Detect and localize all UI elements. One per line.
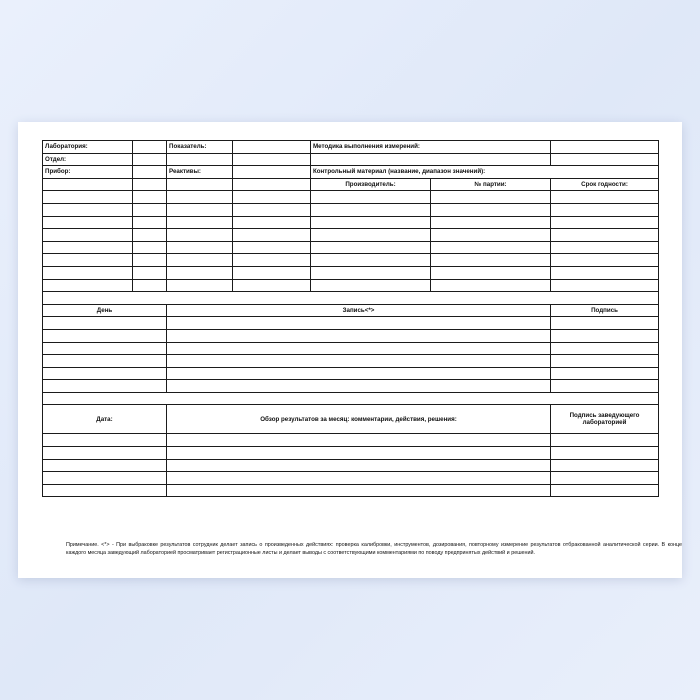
cell-signature[interactable] <box>551 342 659 355</box>
table-row <box>43 355 659 368</box>
cell-blank[interactable] <box>133 241 167 254</box>
table-row <box>43 329 659 342</box>
field-department-2[interactable] <box>167 153 233 166</box>
cell-blank[interactable] <box>311 266 431 279</box>
cell-blank[interactable] <box>43 203 133 216</box>
cell-blank[interactable] <box>431 216 551 229</box>
cell-blank[interactable] <box>43 229 133 242</box>
table-row <box>43 447 659 460</box>
cell-date[interactable] <box>43 459 167 472</box>
table-row <box>43 367 659 380</box>
header-manufacturer: Производитель: <box>311 178 431 191</box>
table-row-department <box>43 153 659 166</box>
table-row <box>43 191 659 204</box>
table-row <box>43 380 659 393</box>
cell-empty-4[interactable] <box>233 178 311 191</box>
cell-blank[interactable] <box>133 229 167 242</box>
cell-blank[interactable] <box>431 203 551 216</box>
cell-blank[interactable] <box>167 191 233 204</box>
cell-blank[interactable] <box>43 266 133 279</box>
table-row-day-headers <box>43 304 659 317</box>
label-reagents: Реактивы: <box>167 166 233 179</box>
cell-record[interactable] <box>167 329 551 342</box>
table-row <box>43 254 659 267</box>
header-record: Запись<*> <box>167 304 551 317</box>
field-department-3[interactable] <box>233 153 311 166</box>
cell-review[interactable] <box>167 472 551 485</box>
cell-blank[interactable] <box>551 266 659 279</box>
cell-blank[interactable] <box>167 203 233 216</box>
table-row <box>43 279 659 292</box>
cell-blank[interactable] <box>311 216 431 229</box>
header-batch-number: № партии: <box>431 178 551 191</box>
table-row <box>43 203 659 216</box>
cell-date[interactable] <box>43 472 167 485</box>
header-expiry-date: Срок годности: <box>551 178 659 191</box>
table-row-control-headers <box>43 178 659 191</box>
header-date: Дата: <box>43 405 167 434</box>
table-row <box>43 216 659 229</box>
cell-blank[interactable] <box>551 216 659 229</box>
cell-signature[interactable] <box>551 367 659 380</box>
cell-blank[interactable] <box>551 203 659 216</box>
cell-blank[interactable] <box>167 254 233 267</box>
cell-head-signature[interactable] <box>551 459 659 472</box>
cell-empty-1[interactable] <box>43 178 133 191</box>
form-table <box>42 140 659 497</box>
field-department-5[interactable] <box>551 153 659 166</box>
field-measurement-method[interactable] <box>551 141 659 154</box>
cell-blank[interactable] <box>311 279 431 292</box>
cell-review[interactable] <box>167 434 551 447</box>
cell-blank[interactable] <box>551 254 659 267</box>
cell-blank[interactable] <box>133 279 167 292</box>
cell-blank[interactable] <box>311 254 431 267</box>
table-row-review-headers <box>43 405 659 434</box>
cell-blank[interactable] <box>167 216 233 229</box>
cell-day[interactable] <box>43 355 167 368</box>
cell-blank[interactable] <box>133 203 167 216</box>
cell-blank[interactable] <box>233 254 311 267</box>
cell-blank[interactable] <box>311 229 431 242</box>
table-row <box>43 342 659 355</box>
cell-empty-3[interactable] <box>167 178 233 191</box>
registration-sheet <box>42 140 682 560</box>
cell-date[interactable] <box>43 447 167 460</box>
document-paper <box>18 122 682 578</box>
cell-blank[interactable] <box>431 191 551 204</box>
spacer-cell <box>43 292 659 305</box>
cell-blank[interactable] <box>431 229 551 242</box>
table-row <box>43 434 659 447</box>
field-department-4[interactable] <box>311 153 551 166</box>
label-measurement-method: Методика выполнения измерений: <box>311 141 551 154</box>
field-reagents[interactable] <box>233 166 311 179</box>
cell-head-signature[interactable] <box>551 434 659 447</box>
label-department: Отдел: <box>43 153 133 166</box>
table-row <box>43 229 659 242</box>
cell-head-signature[interactable] <box>551 484 659 497</box>
cell-blank[interactable] <box>311 241 431 254</box>
cell-day[interactable] <box>43 342 167 355</box>
table-row-device <box>43 166 659 179</box>
cell-review[interactable] <box>167 459 551 472</box>
cell-blank[interactable] <box>311 203 431 216</box>
cell-record[interactable] <box>167 367 551 380</box>
spacer-cell <box>43 392 659 405</box>
cell-signature[interactable] <box>551 380 659 393</box>
cell-blank[interactable] <box>431 279 551 292</box>
cell-blank[interactable] <box>233 279 311 292</box>
cell-date[interactable] <box>43 484 167 497</box>
cell-blank[interactable] <box>133 216 167 229</box>
cell-head-signature[interactable] <box>551 472 659 485</box>
cell-blank[interactable] <box>233 191 311 204</box>
cell-blank[interactable] <box>431 254 551 267</box>
cell-blank[interactable] <box>551 191 659 204</box>
field-laboratory[interactable] <box>133 141 167 154</box>
cell-blank[interactable] <box>167 229 233 242</box>
cell-blank[interactable] <box>233 241 311 254</box>
cell-review[interactable] <box>167 484 551 497</box>
cell-date[interactable] <box>43 434 167 447</box>
cell-blank[interactable] <box>551 241 659 254</box>
cell-blank[interactable] <box>233 266 311 279</box>
cell-blank[interactable] <box>233 216 311 229</box>
header-day: День <box>43 304 167 317</box>
header-signature: Подпись <box>551 304 659 317</box>
table-row <box>43 459 659 472</box>
field-department[interactable] <box>133 153 167 166</box>
cell-blank[interactable] <box>43 254 133 267</box>
cell-day[interactable] <box>43 367 167 380</box>
cell-blank[interactable] <box>431 241 551 254</box>
footnote: Примечание. <*> - При выбраковке результатов сотрудник делает запись о произведенных действиях: проверка калибровки, инструментов, дозирования, повторному измерение результатов отбракованной аналитической серии. В конце каждого месяца заведующий лабораторией просматривает регистрационные листы и делает выводы с соответствующими комментариями по поводу предпринятых действий и решений. <box>66 542 682 557</box>
cell-blank[interactable] <box>43 216 133 229</box>
cell-blank[interactable] <box>167 266 233 279</box>
cell-blank[interactable] <box>311 191 431 204</box>
table-row <box>43 266 659 279</box>
cell-signature[interactable] <box>551 317 659 330</box>
cell-blank[interactable] <box>233 203 311 216</box>
cell-day[interactable] <box>43 329 167 342</box>
table-row <box>43 484 659 497</box>
label-control-material: Контрольный материал (название, диапазон значений): <box>311 166 659 179</box>
label-laboratory: Лаборатория: <box>43 141 133 154</box>
cell-blank[interactable] <box>551 229 659 242</box>
cell-day[interactable] <box>43 380 167 393</box>
cell-empty-2[interactable] <box>133 178 167 191</box>
cell-review[interactable] <box>167 447 551 460</box>
table-row <box>43 241 659 254</box>
cell-blank[interactable] <box>233 229 311 242</box>
cell-blank[interactable] <box>551 279 659 292</box>
cell-signature[interactable] <box>551 355 659 368</box>
table-row <box>43 317 659 330</box>
header-monthly-review: Обзор результатов за месяц: комментарии, действия, решения: <box>167 405 551 434</box>
cell-blank[interactable] <box>167 241 233 254</box>
label-indicator: Показатель: <box>167 141 233 154</box>
cell-blank[interactable] <box>43 279 133 292</box>
header-head-signature-text: Подпись заведующего лабораторией <box>569 411 640 427</box>
header-head-signature <box>551 405 659 434</box>
field-device[interactable] <box>133 166 167 179</box>
cell-blank[interactable] <box>133 191 167 204</box>
table-spacer <box>43 292 659 305</box>
cell-blank[interactable] <box>133 266 167 279</box>
table-row-lab <box>43 141 659 154</box>
cell-blank[interactable] <box>43 241 133 254</box>
cell-blank[interactable] <box>167 279 233 292</box>
cell-head-signature[interactable] <box>551 447 659 460</box>
field-indicator[interactable] <box>233 141 311 154</box>
cell-record[interactable] <box>167 380 551 393</box>
cell-day[interactable] <box>43 317 167 330</box>
cell-record[interactable] <box>167 317 551 330</box>
cell-record[interactable] <box>167 342 551 355</box>
cell-blank[interactable] <box>133 254 167 267</box>
cell-blank[interactable] <box>43 191 133 204</box>
cell-signature[interactable] <box>551 329 659 342</box>
cell-blank[interactable] <box>431 266 551 279</box>
label-device: Прибор: <box>43 166 133 179</box>
cell-record[interactable] <box>167 355 551 368</box>
table-spacer <box>43 392 659 405</box>
table-row <box>43 472 659 485</box>
